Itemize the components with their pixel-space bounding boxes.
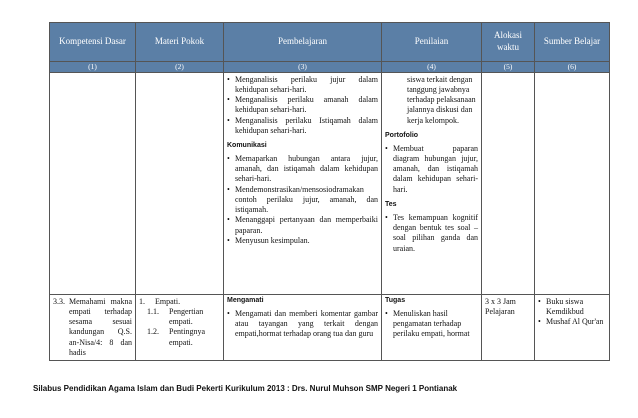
syllabus-table [49,22,610,361]
section-heading-mengamati: Mengamati [227,296,264,304]
materi-sub-item [139,307,220,327]
section-heading-portofolio: Portofolio [385,131,419,139]
kd-text: Memahami makna empati terhadap sesama sesuai kandungan Q.S. an-Nisa/4: 8 dan hadis [69,296,132,357]
materi-cell [136,294,224,360]
column-number: (1) [50,62,136,73]
materi-number: 1. [139,296,145,306]
penilaian-cell [382,72,482,294]
list-item: • Memaparkan hubungan antara jujur, amanah, dan istiqamah dalam kehidupan sehari-hari. [227,154,378,185]
header-materi-pokok: Materi Pokok [136,23,224,62]
list-item: • Mushaf Al Qur'an [538,317,606,327]
materi-sub-item [139,327,220,347]
header-alokasi-waktu: Alokasi waktu [482,23,535,62]
kd-number: 3.3. [53,296,65,306]
kd-cell [50,294,136,360]
table-row [50,294,610,360]
column-number: (3) [224,62,382,73]
pembelajaran-cell [224,294,382,360]
list-item: • Menganalisis perilaku Istiqamah dalam kehidupan sehari-hari. [227,116,378,136]
column-number-row [50,62,610,73]
alokasi-cell: 3 x 3 Jam Pelajaran [482,294,535,360]
list-item: • Menganalisis perilaku jujur dalam kehidupan sehari-hari. [227,75,378,95]
header-penilaian: Penilaian [382,23,482,62]
list-item: • Tes kemampuan kognitif dengan bentuk tes soal – soal pilihan ganda dan uraian. [385,213,478,254]
column-number: (6) [535,62,610,73]
penilaian-cell [382,294,482,360]
list-item: • Membuat paparan diagram hubungan jujur, amanah, dan istiqamah dalam kehidupan sehari-hari. [385,144,478,195]
list-item: • Menuliskan hasil pengamatan terhadap perilaku empati, hormat [385,309,478,340]
header-row [50,23,610,62]
table-row [50,72,610,294]
materi-sub-number: 1.2. [147,327,159,337]
list-item: • Mendemonstrasikan/mensosiodramakan contoh perilaku jujur, amanah, dan istiqamah. [227,185,378,216]
materi-cell [136,72,224,294]
pembelajaran-cell [224,72,382,294]
list-item: • Menyusun kesimpulan. [227,236,378,246]
kd-cell [50,72,136,294]
list-item: • Mengamati dan memberi komentar gambar atau tayangan yang terkait dengan empati,hormat terhadap orang tua dan guru [227,309,378,340]
list-item: • Menanggapi pertanyaan dan memperbaiki paparan. [227,215,378,235]
list-item: • Menganalisis perilaku amanah dalam kehidupan sehari-hari. [227,95,378,115]
penilaian-continued-text: siswa terkait dengan tanggung jawabnya terhadap pelaksanaan jalannya diskusi dan kerja kelompok. [407,74,476,125]
header-sumber-belajar: Sumber Belajar [535,23,610,62]
list-item: • Buku siswa Kemdikbud [538,297,606,317]
materi-title: Empati. [155,296,181,306]
sumber-cell [535,294,610,360]
alokasi-cell [482,72,535,294]
section-heading-tes: Tes [385,200,397,208]
header-pembelajaran: Pembelajaran [224,23,382,62]
materi-sub-text: Pentingnya empati. [169,327,205,347]
column-number: (5) [482,62,535,73]
header-kompetensi-dasar: Kompetensi Dasar [50,23,136,62]
page-footer: Silabus Pendidikan Agama Islam dan Budi Pekerti Kurikulum 2013 : Drs. Nurul Muhson SMP Negeri 1 Pontianak [33,384,458,393]
column-number: (4) [382,62,482,73]
section-heading-komunikasi: Komunikasi [227,142,267,149]
materi-sub-number: 1.1. [147,306,159,316]
section-heading-tugas: Tugas [385,296,406,304]
column-number: (2) [136,62,224,73]
sumber-cell [535,72,610,294]
materi-sub-text: Pengertian empati. [169,306,204,327]
